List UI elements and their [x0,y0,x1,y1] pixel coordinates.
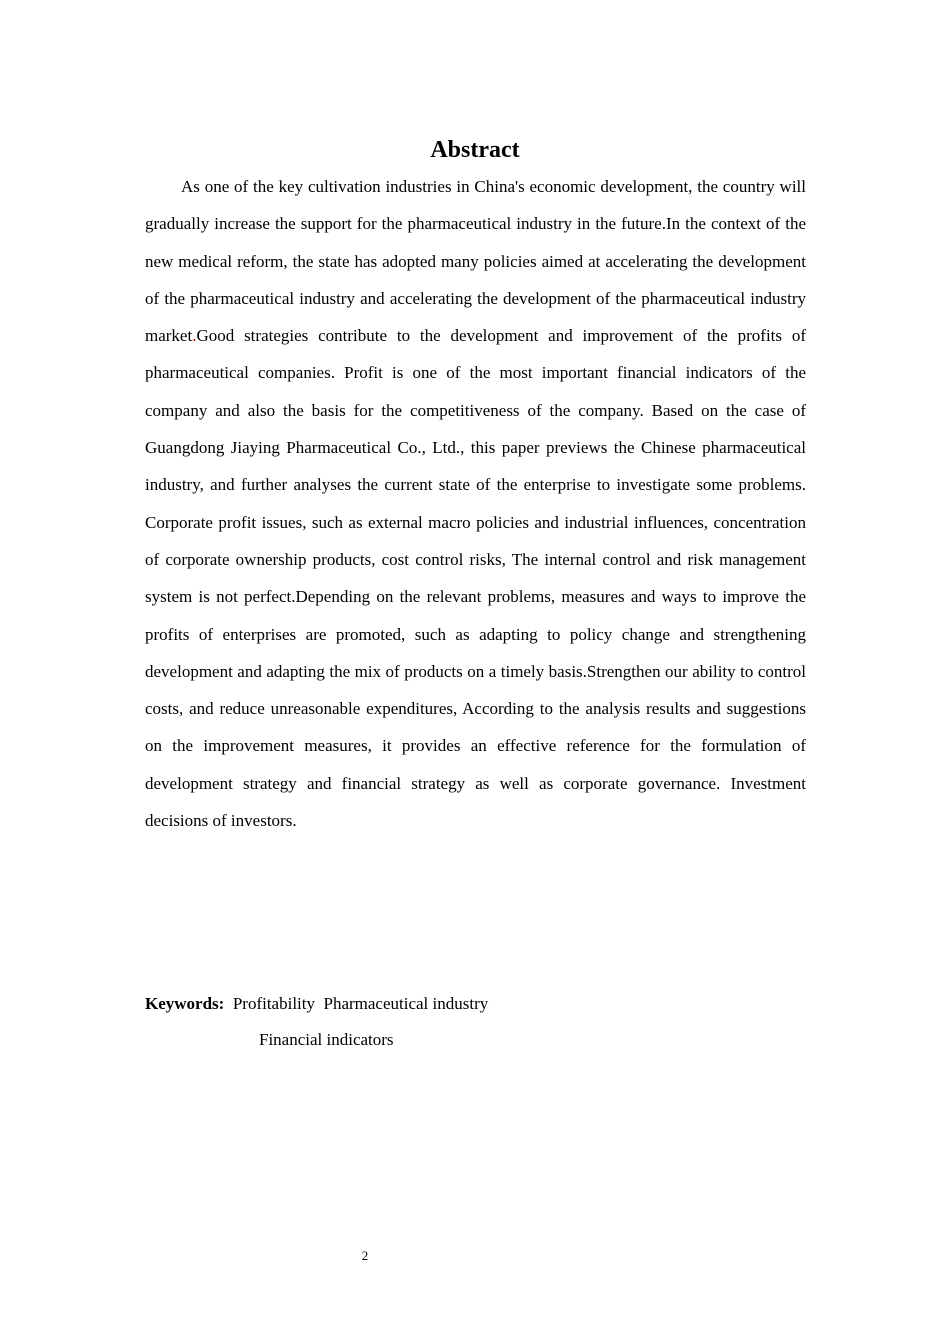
keywords-label: Keywords: [145,994,225,1013]
keywords-line-1 [145,991,488,1017]
abstract-red-period: . [192,326,197,346]
abstract-title: Abstract [430,137,520,163]
abstract-text-part-1: As one of the key cultivation industries in China's economic development, the country will gradually increase the support for the pharmaceutical industry in the future.In the context of the new medical reform, the state has adopted many policies aimed at accelerating the development of the pharmaceutical industry and accelerating the development of the pharmaceutical industry market [145,177,806,346]
abstract-text-part-2: Good strategies contribute to the development and improvement of the profits of pharmaceutical companies. Profit is one of the most important financial indicators of the company and also the basis for the competitiveness of the company. Based on the case of Guangdong Jiaying Pharmaceutical Co., Ltd., this paper previews the Chinese pharmaceutical industry, and further analyses the current state of the enterprise to investigate some problems. Corporate profit issues, such as external macro policies and industrial influences, concentration of corporate ownership products, cost control risks, The internal control and risk management system is not perfect.Depending on the relevant problems, measures and ways to improve the profits of enterprises are promoted, such as adapting to policy change and strengthening development and adapting the mix of products on a timely basis.Strengthen our ability to control costs, and reduce unreasonable expenditures, According to the analysis results and suggestions on the improvement measures, it provides an effective reference for the formulation of development strategy and financial strategy as well as corporate governance. Investment decisions of investors. [145,326,806,831]
keywords-list-1: Profitability Pharmaceutical industry [232,994,489,1013]
keywords-line-2: Financial indicators [259,1030,394,1049]
page-number: 2 [361,1248,369,1263]
abstract-body [145,168,806,839]
